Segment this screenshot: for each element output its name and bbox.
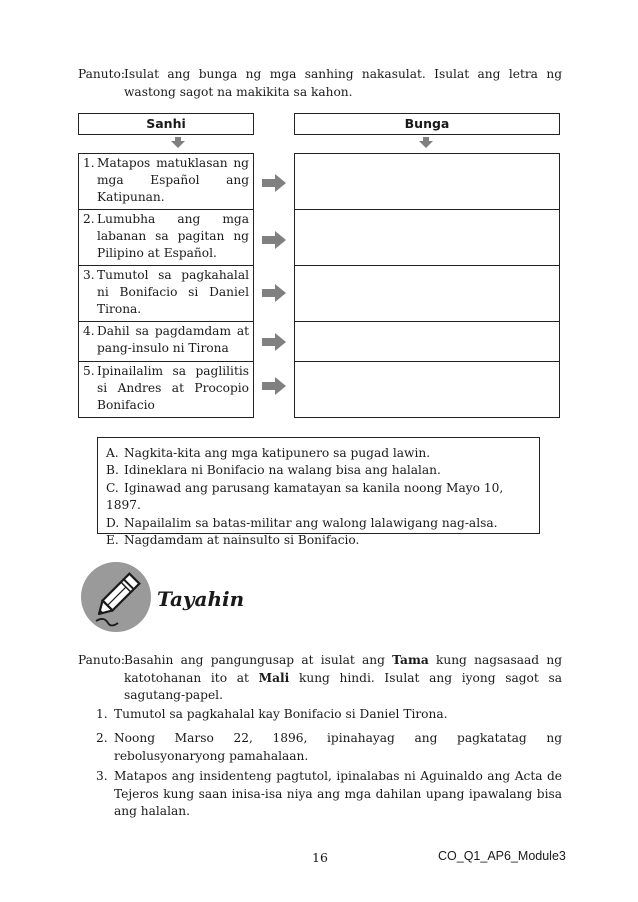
choice-text: Idineklara ni Bonifacio na walang bisa ang halalan. [124,463,441,478]
cause-text: Dahil sa pagdamdam at pang-insulo ni Tirona [97,324,249,355]
choice-item [106,462,539,479]
effect-answer-cell[interactable] [294,265,560,322]
choice-item [106,532,539,549]
sanhi-header: Sanhi [78,113,254,135]
effect-answer-cell[interactable] [294,153,560,210]
cause-cell-2 [78,209,254,266]
choice-text: Nagdamdam at nainsulto si Bonifacio. [124,533,360,548]
cause-number: 5. [83,364,95,378]
question-text: Matapos ang insidenteng pagtutol, ipinalabas ni Aguinaldo ang Acta de Tejeros kung saan inisa-isa niya ang mga dahilan upang ipawalang bisa ang halalan. [114,769,562,818]
choice-text: Napailalim sa batas-militar ang walong lalawigang nag-alsa. [124,515,498,530]
cause-text: Tumutol sa pagkahalal ni Bonifacio si Daniel Tirona. [97,268,249,316]
right-arrow-icon [262,333,286,351]
cause-cell-4 [78,321,254,362]
choice-letter: E. [106,533,119,548]
choice-letter: C. [106,480,119,495]
cause-cell-5 [78,361,254,418]
instruction-label: Panuto: [78,653,125,667]
instruction-text-part: Basahin ang pangungusap at isulat ang [124,653,393,667]
right-arrow-icon [262,174,286,192]
effect-answer-cell[interactable] [294,209,560,266]
pencil-icon [80,561,152,633]
page-number: 16 [312,850,328,865]
cause-number: 3. [83,268,95,282]
instruction-label: Panuto: [78,67,125,81]
right-arrow-icon [262,231,286,249]
effect-answer-cell[interactable] [294,361,560,418]
down-arrow-icon [171,137,185,148]
cause-text: Matapos matuklasan ng mga Español ang Katipunan. [97,156,249,204]
instruction-text [124,652,562,705]
question-number: 1. [96,707,108,721]
right-arrow-icon [262,377,286,395]
module-code: CO_Q1_AP6_Module3 [438,849,566,863]
question-text: Noong Marso 22, 1896, ipinahayag ang pagkatatag ng rebolusyonaryong pamahalaan. [114,731,562,763]
question-item [96,706,562,724]
mali-keyword: Mali [258,670,290,685]
cause-number: 2. [83,212,95,226]
cause-number: 4. [83,324,95,338]
instruction-text: Isulat ang bunga ng mga sanhing nakasulat. Isulat ang letra ng wastong sagot na makikita sa kahon. [124,67,562,99]
choice-item [106,480,539,515]
down-arrow-icon [419,137,433,148]
right-arrow-icon [262,284,286,302]
bunga-header: Bunga [294,113,560,135]
choice-letter: A. [106,446,119,460]
tama-keyword: Tama [392,653,429,667]
choices-box [97,437,540,548]
cause-cell-1 [78,153,254,210]
question-item [96,730,562,765]
instruction-1 [78,66,562,101]
instruction-2 [78,652,562,705]
choice-letter: D. [106,515,120,530]
choice-item [106,515,539,532]
cause-number: 1. [83,156,95,170]
choice-text: Iginawad ang parusang kamatayan sa kanila noong Mayo 10, 1897. [106,480,504,513]
question-number: 3. [96,769,108,783]
cause-text: Ipinailalim sa paglilitis si Andres at Procopio Bonifacio [97,364,249,412]
choice-text: Nagkita-kita ang mga katipunero sa pugad lawin. [124,446,431,460]
instruction-text-part: kung hindi. Isulat ang iyong sagot sa sagutang-papel. [124,670,562,702]
section-title: Tayahin [157,587,245,611]
choice-letter: B. [106,463,119,478]
instruction-text-part: kung nagsasaad ng katotohanan ito at [124,653,562,685]
cause-text: Lumubha ang mga labanan sa pagitan ng Pilipino at Español. [97,212,249,260]
choice-item [106,445,539,462]
question-item [96,768,562,821]
question-number: 2. [96,731,108,745]
effect-answer-cell[interactable] [294,321,560,362]
cause-cell-3 [78,265,254,322]
question-text: Tumutol sa pagkahalal kay Bonifacio si Daniel Tirona. [114,707,448,721]
